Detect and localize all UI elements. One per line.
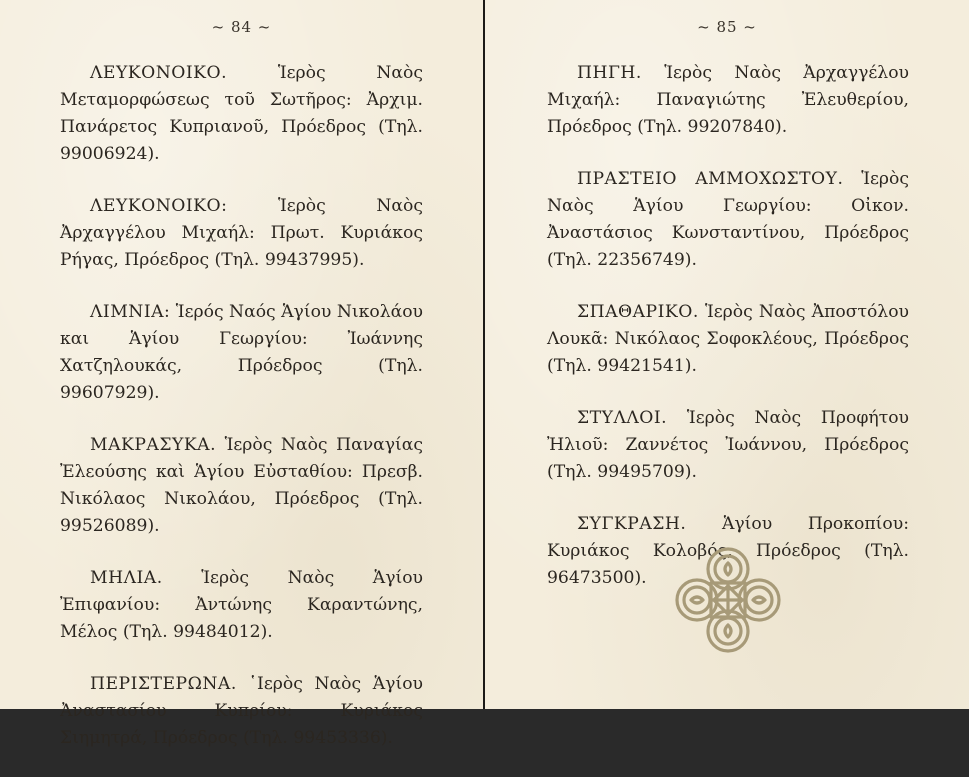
directory-entry — [60, 299, 423, 407]
entry-text: Ἱερὸς Ναὸς Ἀποστόλου Λουκᾶ: Νικόλαος Σοφοκλέους, Πρόεδρος (Τηλ. 99421541). — [547, 302, 909, 376]
directory-entry — [60, 193, 423, 274]
entry-place: ΠΗΓΗ. — [577, 63, 642, 83]
entry-place: ΛΕΥΚΟΝΟΙΚΟ. — [90, 63, 228, 83]
entry-text: Ἱερός Ναός Ἁγίου Νικολάου και Ἁγίου Γεωργίου: Ἰωάννης Χατζηλουκάς, Πρόεδρος (Τηλ. 99607929). — [60, 302, 423, 403]
entry-place: ΠΡΑΣΤΕΙΟ ΑΜΜΟΧΩΣΤΟΥ. — [577, 169, 844, 189]
directory-entry — [60, 565, 423, 646]
entry-text: Ἱερὸς Ναὸς Ἀρχαγγέλου Μιχαήλ: Παναγιώτης Ἐλευθερίου, Πρόεδρος (Τηλ. 99207840). — [547, 63, 909, 137]
directory-entry — [60, 671, 423, 752]
directory-entry — [60, 432, 423, 540]
entry-text: Ἁγίου Προκοπίου: Κυριάκος Κολοβός, Πρόεδρος (Τηλ. 96473500). — [547, 514, 909, 588]
entry-place: ΛΕΥΚΟΝΟΙΚΟ: — [90, 196, 228, 216]
page-number-right: ~ 85 ~ — [697, 18, 757, 36]
directory-entry — [547, 405, 909, 486]
entry-place: ΜΗΛΙΑ. — [90, 568, 163, 588]
entry-text: Ἱερὸς Ναὸς Ἀρχαγγέλου Μιχαήλ: Πρωτ. Κυριάκος Ρήγας, Πρόεδρος (Τηλ. 99437995). — [60, 196, 423, 270]
entry-text: ῾Ιερὸς Ναὸς Ἁγίου Ἀναστασίου Κυπρίου: Κυριάκος Σιημητρά, Πρόεδρος (Τηλ. 99453336). — [60, 674, 423, 748]
directory-entry — [547, 299, 909, 380]
entry-place: ΣΤΥΛΛΟΙ. — [577, 408, 668, 428]
right-entries — [547, 60, 909, 617]
page-number-left: ~ 84 ~ — [211, 18, 272, 36]
directory-entry — [60, 60, 423, 168]
entry-text: Ἱερὸς Ναὸς Ἁγίου Γεωργίου: Οἰκον. Ἀναστάσιος Κωνσταντίνου, Πρόεδρος (Τηλ. 22356749). — [547, 169, 909, 270]
entry-place: ΛΙΜΝΙΑ: — [90, 302, 171, 322]
right-page — [485, 0, 969, 709]
entry-text: Ἱερὸς Ναὸς Προφήτου Ἠλιοῦ: Ζαννέτος Ἰωάννου, Πρόεδρος (Τηλ. 99495709). — [547, 408, 909, 482]
directory-entry — [547, 166, 909, 274]
left-entries — [60, 60, 423, 777]
entry-place: ΣΠΑΘΑΡΙΚΟ. — [577, 302, 699, 322]
entry-text: Ἱερὸς Ναὸς Ἁγίου Ἐπιφανίου: Ἀντώνης Καραντώνης, Μέλος (Τηλ. 99484012). — [60, 568, 423, 642]
directory-entry — [547, 60, 909, 141]
entry-place: ΠΕΡΙΣΤΕΡΩΝΑ. — [90, 674, 237, 694]
entry-place: ΜΑΚΡΑΣΥΚΑ. — [90, 435, 217, 455]
left-page — [0, 0, 483, 748]
entry-text: Ἱερὸς Ναὸς Μεταμορφώσεως τοῦ Σωτῆρος: Ἀρχιμ. Πανάρετος Κυπριανοῦ, Πρόεδρος (Τηλ. 99006924). — [60, 63, 423, 164]
entry-place: ΣΥΓΚΡΑΣΗ. — [577, 514, 687, 534]
byzantine-knot-ornament-icon — [673, 545, 783, 655]
entry-text: Ἱερὸς Ναὸς Παναγίας Ἐλεούσης καὶ Ἁγίου Εὐσταθίου: Πρεσβ. Νικόλαος Νικολάου, Πρόεδρος (Τηλ. 99526089). — [60, 435, 423, 536]
